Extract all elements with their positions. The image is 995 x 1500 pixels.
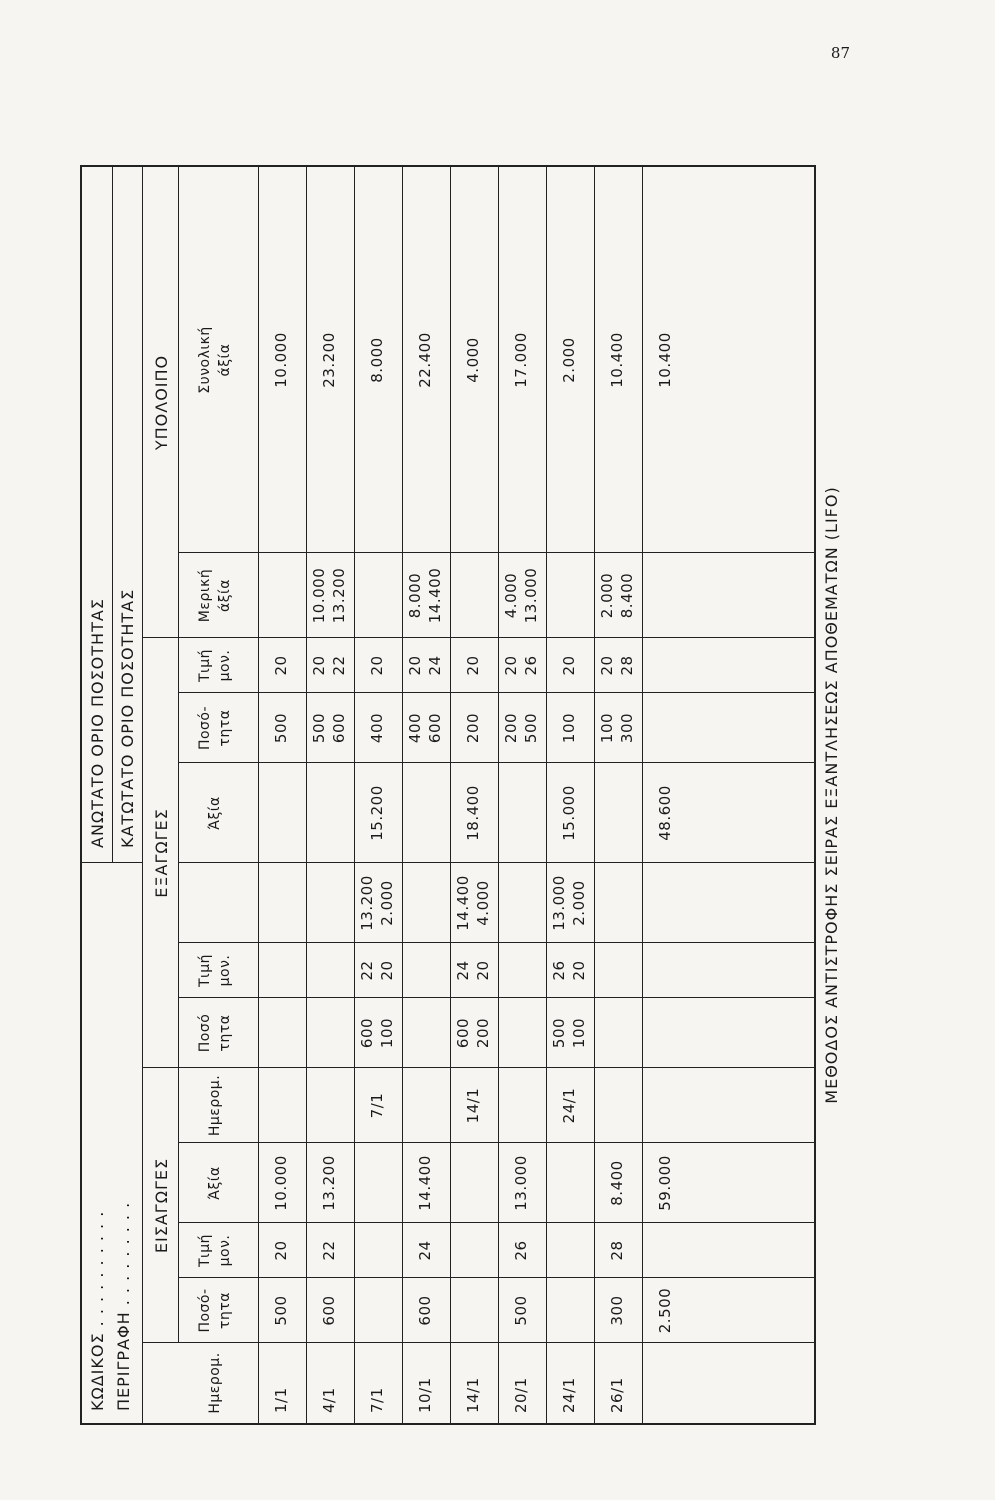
row-ex-qty: 600 <box>454 1017 472 1049</box>
row-line <box>306 167 307 1423</box>
row-bal-total: 8.000 <box>368 337 386 383</box>
row-bal-total: 10.400 <box>608 332 626 388</box>
row-in-qty: 600 <box>416 1295 434 1326</box>
col-ex-value-header: Άξία <box>207 796 223 830</box>
row-bal-qty: 600 <box>426 712 444 744</box>
col-bal-price-header: μον. <box>217 649 233 682</box>
row-bal-price: 20 <box>502 655 520 676</box>
total-ex-value: 48.600 <box>656 785 674 841</box>
row-bal-partial: 14.400 <box>426 567 444 624</box>
total-in-qty: 2.500 <box>656 1287 674 1334</box>
row-ex-total: 18.400 <box>464 785 482 841</box>
row-in-qty: 600 <box>320 1295 338 1326</box>
row-in-price: 24 <box>416 1240 434 1261</box>
row-bal-partial: 8.400 <box>618 572 636 619</box>
row-ex-price: 20 <box>570 960 588 981</box>
row-bal-price: 20 <box>464 655 482 676</box>
total-bal-value: 10.400 <box>656 332 674 388</box>
row-bal-total: 10.000 <box>272 332 290 388</box>
row-line <box>498 167 499 1423</box>
row-bal-qty: 500 <box>310 712 328 744</box>
row-in-qty: 300 <box>608 1295 626 1326</box>
col-bal-partial-header: άξία <box>217 579 233 613</box>
table-caption: ΜΕΘΟΔΟΣ ΑΝΤΙΣΤΡΟΦΗΣ ΣΕΙΡΑΣ ΕΞΑΝΤΛΗΣΕΩΣ ΑΠΟΘΕΜΑΤΩΝ (LIFO) <box>822 486 841 1104</box>
row-ex-line-value: 4.000 <box>474 880 492 926</box>
row-date: 4/1 <box>320 1387 338 1413</box>
col-in-value-header: Άξία <box>207 1166 223 1200</box>
row-in-value: 13.200 <box>320 1155 338 1211</box>
row-in-price: 20 <box>272 1240 290 1261</box>
col-bal-qty-header: Ποσό- <box>197 705 213 751</box>
row-bal-price: 20 <box>272 655 290 676</box>
row-bal-partial: 10.000 <box>310 567 328 624</box>
max-min-divider <box>112 167 113 863</box>
row-ex-qty: 600 <box>358 1017 376 1049</box>
row-bal-price: 28 <box>618 655 636 676</box>
col-bal-price-header: Τιμή <box>197 648 213 683</box>
code-label: ΚΩΔΙΚΟΣ . . . . . . . . . . <box>88 1210 107 1411</box>
row-ex-qty: 500 <box>550 1017 568 1049</box>
row-date: 10/1 <box>416 1377 434 1413</box>
column-line <box>178 942 814 943</box>
description-label: ΠΕΡΙΓΡΑΦΗ . . . . . . . . . <box>114 1201 133 1411</box>
row-bal-qty: 500 <box>272 712 290 744</box>
row-bal-qty: 400 <box>368 712 386 744</box>
lifo-inventory-card <box>80 165 816 1425</box>
row-bal-total: 22.400 <box>416 332 434 388</box>
row-ex-qty: 100 <box>570 1017 588 1049</box>
row-bal-total: 4.000 <box>464 337 482 383</box>
col-bal-partial-header: Μερική <box>197 568 213 623</box>
row-date: 26/1 <box>608 1377 626 1413</box>
row-in-value: 10.000 <box>272 1155 290 1211</box>
header-divider <box>142 167 143 1423</box>
row-in-value: 8.400 <box>608 1160 626 1206</box>
row-ex-total: 15.000 <box>560 785 578 841</box>
row-ex-date: 7/1 <box>368 1092 386 1119</box>
row-in-price: 22 <box>320 1240 338 1261</box>
group-divider <box>178 167 179 1343</box>
row-ex-price: 26 <box>550 960 568 981</box>
row-bal-qty: 100 <box>560 712 578 744</box>
row-ex-date: 24/1 <box>560 1087 578 1124</box>
row-line <box>354 167 355 1423</box>
row-bal-total: 17.000 <box>512 332 530 388</box>
row-bal-price: 20 <box>560 655 578 676</box>
col-date-header: Ημερομ. <box>207 1352 223 1414</box>
row-line <box>402 167 403 1423</box>
row-bal-partial: 8.000 <box>406 572 424 619</box>
col-bal-qty-header: τητα <box>217 709 233 747</box>
min-quantity-label: ΚΑΤΩΤΑΤΟ ΟΡΙΟ ΠΟΣΟΤΗΤΑΣ <box>118 588 137 848</box>
row-in-value: 14.400 <box>416 1155 434 1211</box>
row-ex-qty: 100 <box>378 1017 396 1049</box>
row-in-qty: 500 <box>512 1295 530 1326</box>
row-ex-price: 20 <box>378 960 396 981</box>
row-date: 20/1 <box>512 1377 530 1413</box>
col-in-price-header: Τιμή <box>197 1233 213 1268</box>
col-in-qty-header: τητα <box>217 1292 233 1329</box>
col-bal-total-header: Συνολική <box>197 326 213 394</box>
rotated-ledger-page <box>70 60 850 1460</box>
row-bal-price: 20 <box>368 655 386 676</box>
row-date: 1/1 <box>272 1387 290 1413</box>
row-line <box>594 167 595 1423</box>
col-in-price-header: μον. <box>217 1234 233 1267</box>
column-line <box>178 997 814 998</box>
row-bal-qty: 500 <box>522 712 540 744</box>
max-quantity-label: ΑΝΩΤΑΤΟ ΟΡΙΟ ΠΟΣΟΤΗΤΑΣ <box>88 598 107 848</box>
row-date: 24/1 <box>560 1377 578 1413</box>
exports-group-header: ΕΞΑΓΩΓΕΣ <box>152 808 171 898</box>
row-bal-qty: 300 <box>618 712 636 744</box>
row-bal-price: 20 <box>310 655 328 676</box>
row-line <box>450 167 451 1423</box>
row-in-value: 13.000 <box>512 1155 530 1211</box>
row-ex-total: 15.200 <box>368 785 386 841</box>
row-bal-qty: 400 <box>406 712 424 744</box>
row-bal-price: 22 <box>330 655 348 676</box>
row-in-price: 26 <box>512 1240 530 1261</box>
row-bal-price: 26 <box>522 655 540 676</box>
row-ex-line-value: 2.000 <box>378 880 396 926</box>
row-bal-price: 20 <box>406 655 424 676</box>
row-date: 7/1 <box>368 1387 386 1413</box>
col-ex-date-header: Ημερομ. <box>207 1074 223 1137</box>
row-bal-qty: 100 <box>598 712 616 744</box>
row-bal-partial: 2.000 <box>598 572 616 619</box>
column-header-divider <box>258 167 259 1423</box>
row-bal-partial: 13.000 <box>522 567 540 624</box>
row-bal-price: 20 <box>598 655 616 676</box>
row-ex-price: 20 <box>474 960 492 981</box>
col-ex-price-header: μον. <box>217 954 233 987</box>
row-in-price: 28 <box>608 1240 626 1261</box>
row-line <box>642 167 643 1423</box>
row-ex-price: 24 <box>454 960 472 981</box>
page-number: 87 <box>830 44 850 62</box>
row-bal-partial: 4.000 <box>502 572 520 619</box>
row-bal-qty: 200 <box>464 712 482 744</box>
row-ex-price: 22 <box>358 960 376 981</box>
row-bal-price: 24 <box>426 655 444 676</box>
row-ex-line-value: 14.400 <box>454 875 472 931</box>
total-in-value: 59.000 <box>656 1155 674 1211</box>
row-ex-qty: 200 <box>474 1017 492 1049</box>
column-line <box>178 862 814 863</box>
row-ex-line-value: 13.000 <box>550 875 568 931</box>
row-in-qty: 500 <box>272 1295 290 1326</box>
col-ex-qty-header: τητα <box>217 1014 233 1052</box>
row-bal-partial: 13.200 <box>330 567 348 624</box>
row-bal-qty: 600 <box>330 712 348 744</box>
col-ex-qty-header: Ποσό <box>197 1013 213 1053</box>
row-line <box>546 167 547 1423</box>
row-bal-qty: 200 <box>502 712 520 744</box>
balance-group-header: ΥΠΟΛΟΙΠΟ <box>152 354 171 451</box>
row-ex-line-value: 13.200 <box>358 875 376 931</box>
col-bal-total-header: άξία <box>217 343 233 377</box>
row-bal-total: 23.200 <box>320 332 338 388</box>
col-in-qty-header: Ποσό- <box>197 1288 213 1333</box>
imports-group-header: ΕΙΣΑΓΩΓΕΣ <box>152 1157 171 1254</box>
row-date: 14/1 <box>464 1377 482 1413</box>
row-ex-line-value: 2.000 <box>570 880 588 926</box>
row-ex-date: 14/1 <box>464 1087 482 1124</box>
row-bal-total: 2.000 <box>560 337 578 383</box>
column-line <box>142 1342 814 1343</box>
col-ex-price-header: Τιμή <box>197 953 213 988</box>
